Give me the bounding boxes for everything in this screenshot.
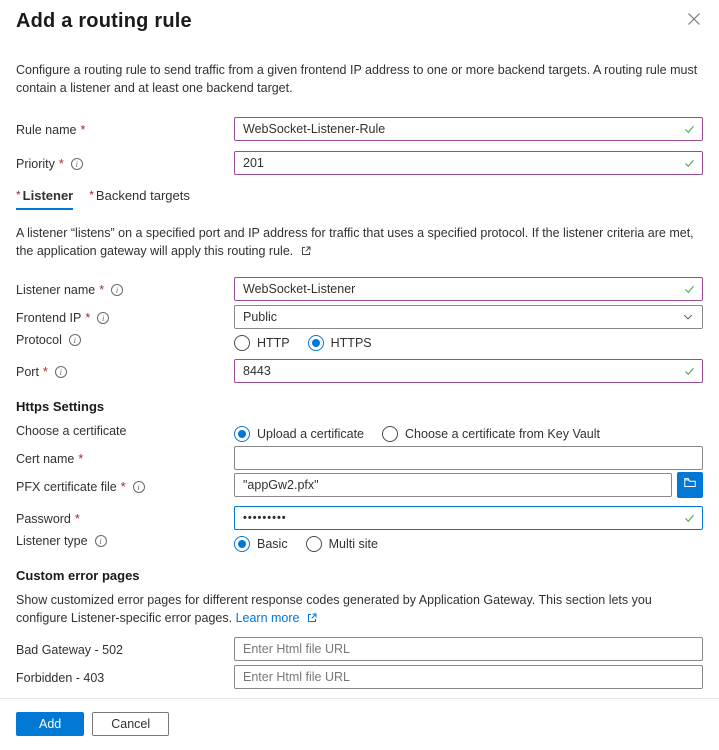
info-icon[interactable]: [71, 158, 83, 170]
custom-error-pages-heading: Custom error pages: [16, 567, 140, 583]
pfx-file-input-wrap: [234, 473, 672, 497]
radio-circle: [306, 536, 322, 552]
forbidden-label: Forbidden - 403: [16, 670, 105, 685]
tab-listener[interactable]: * Listener: [16, 188, 73, 210]
tab-backend-targets[interactable]: * Backend targets: [89, 188, 190, 204]
radio-basic[interactable]: Basic: [234, 536, 288, 552]
page-title: Add a routing rule: [16, 10, 192, 32]
chevron-down-icon: [682, 311, 694, 323]
listener-name-input-wrap: [234, 277, 703, 301]
add-button[interactable]: Add: [16, 712, 84, 736]
dialog-footer: [0, 698, 719, 750]
info-icon[interactable]: [69, 334, 81, 346]
password-input[interactable]: [234, 506, 703, 530]
cancel-button[interactable]: Cancel: [92, 712, 169, 736]
forbidden-url-input-wrap: [234, 665, 703, 689]
frontend-ip-row: [16, 305, 703, 329]
info-icon[interactable]: [97, 312, 109, 324]
rule-name-row: [16, 117, 703, 141]
info-icon[interactable]: [111, 284, 123, 296]
rule-name-label: Rule name *: [16, 123, 85, 137]
frontend-ip-dropdown[interactable]: [234, 305, 703, 329]
valid-check-icon: [683, 123, 696, 136]
port-input[interactable]: [234, 359, 703, 383]
valid-check-icon: [683, 282, 696, 295]
protocol-label: Protocol: [16, 332, 62, 347]
required-asterisk: *: [89, 188, 94, 203]
dialog-description: Configure a routing rule to send traffic from a given frontend IP address to one or more backend targets. A routing rule must contain a listener and at least one backend target.: [16, 63, 698, 96]
bad-gateway-input-wrap: [234, 637, 703, 661]
valid-check-icon: [683, 157, 696, 170]
folder-icon: [683, 476, 697, 493]
radio-circle: [382, 426, 398, 442]
radio-circle-selected: [234, 426, 250, 442]
priority-label: Priority *: [16, 157, 64, 171]
port-row: [16, 359, 703, 383]
radio-key-vault-certificate[interactable]: Choose a certificate from Key Vault: [382, 426, 600, 442]
radio-multi-site[interactable]: Multi site: [306, 536, 378, 552]
required-asterisk: *: [16, 188, 21, 203]
password-label: Password *: [16, 512, 80, 526]
forbidden-url-input[interactable]: [234, 665, 703, 689]
rule-name-input[interactable]: [234, 117, 703, 141]
cert-name-row: [16, 446, 703, 470]
listener-name-row: [16, 277, 703, 301]
browse-file-button[interactable]: [677, 472, 703, 498]
priority-row: [16, 151, 703, 175]
radio-upload-certificate[interactable]: Upload a certificate: [234, 426, 364, 442]
https-settings-heading: Https Settings: [16, 398, 105, 414]
priority-input[interactable]: [234, 151, 703, 175]
listener-name-input[interactable]: [234, 277, 703, 301]
listener-description: A listener “listens” on a specified port and IP address for traffic that uses a specified protocol. If the listener criteria are met, the application gateway will apply this routing rule.: [16, 226, 694, 259]
info-icon[interactable]: [55, 366, 67, 378]
cert-name-input-wrap: [234, 446, 703, 470]
bad-gateway-url-input[interactable]: [234, 637, 703, 661]
priority-input-wrap: [234, 151, 703, 175]
forbidden-row: [16, 665, 703, 689]
password-row: [16, 506, 703, 530]
learn-more-link[interactable]: Learn more: [236, 611, 317, 625]
radio-https[interactable]: HTTPS: [308, 335, 372, 351]
cert-name-input[interactable]: [234, 446, 703, 470]
port-label: Port *: [16, 365, 48, 379]
radio-circle-selected: [308, 335, 324, 351]
external-link-icon[interactable]: [301, 246, 311, 256]
cert-name-label: Cert name *: [16, 452, 83, 466]
certificate-radio-group: [234, 426, 600, 442]
choose-certificate-label: Choose a certificate: [16, 423, 127, 438]
frontend-ip-label: Frontend IP *: [16, 311, 90, 325]
listener-type-label: Listener type: [16, 533, 88, 548]
close-icon[interactable]: [687, 12, 701, 29]
protocol-row: [16, 333, 703, 351]
password-input-wrap: [234, 506, 703, 530]
info-icon[interactable]: [95, 535, 107, 547]
frontend-ip-value[interactable]: [234, 305, 703, 329]
tab-bar: [16, 188, 703, 210]
rule-name-input-wrap: [234, 117, 703, 141]
port-input-wrap: [234, 359, 703, 383]
radio-http[interactable]: HTTP: [234, 335, 290, 351]
bad-gateway-row: [16, 637, 703, 661]
bad-gateway-label: Bad Gateway - 502: [16, 642, 124, 657]
radio-circle-selected: [234, 536, 250, 552]
external-link-icon: [307, 613, 317, 623]
protocol-radio-group: [234, 335, 372, 351]
listener-type-radio-group: [234, 536, 378, 552]
valid-check-icon: [683, 511, 696, 524]
valid-check-icon: [683, 364, 696, 377]
pfx-file-label: PFX certificate file *: [16, 480, 126, 494]
choose-certificate-row: [16, 424, 703, 442]
radio-circle: [234, 335, 250, 351]
custom-error-pages-description: Show customized error pages for different response codes generated by Application Gateway. This section lets you configure Listener-specific error pages. Learn more: [16, 592, 652, 625]
pfx-file-row: [16, 472, 703, 498]
listener-type-row: [16, 534, 703, 552]
info-icon[interactable]: [133, 481, 145, 493]
listener-name-label: Listener name *: [16, 283, 104, 297]
pfx-file-input[interactable]: [234, 473, 672, 497]
